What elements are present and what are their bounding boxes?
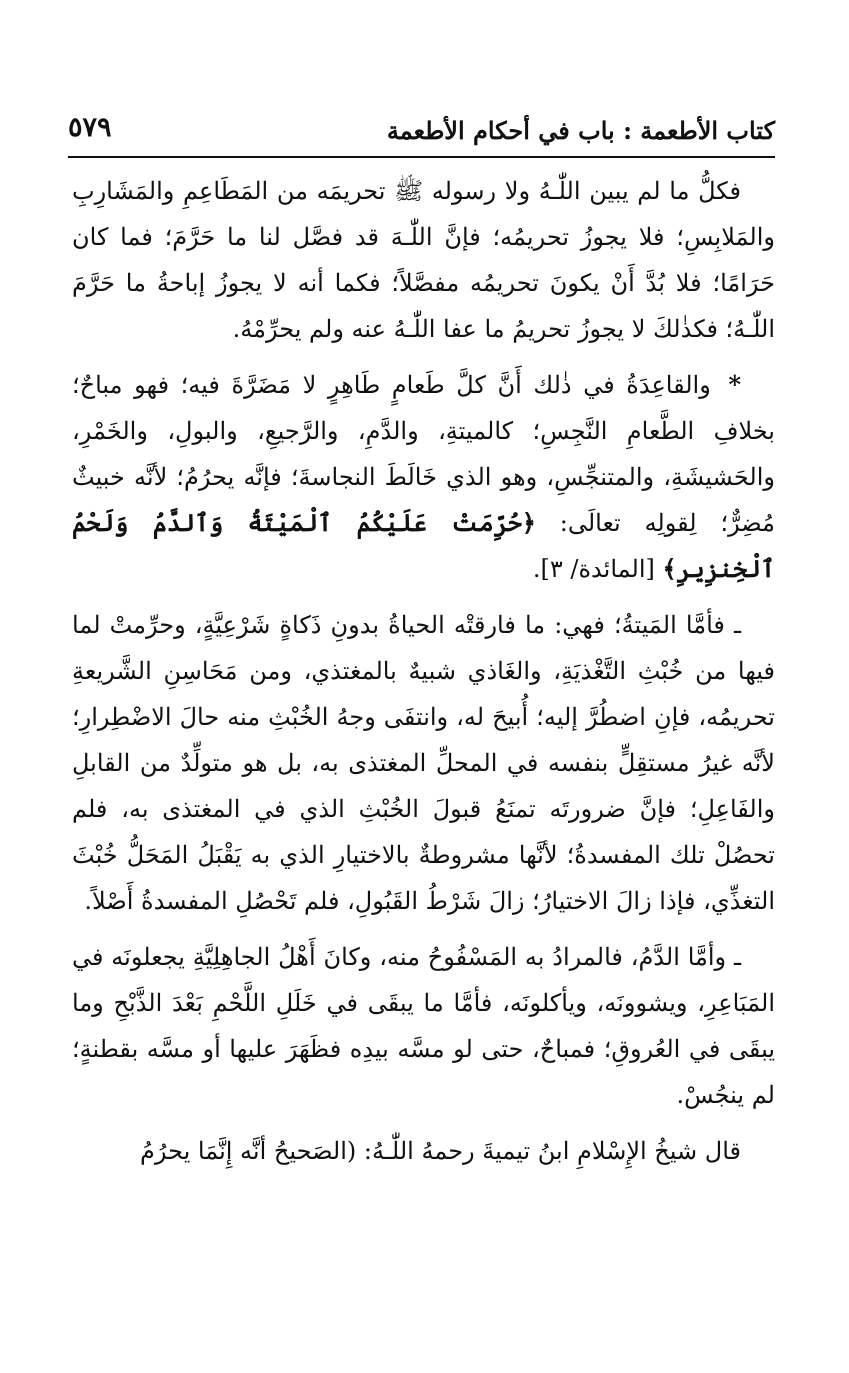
asterisk-marker: * [728, 370, 741, 399]
running-title: كتاب الأطعمة : باب في أحكام الأطعمة [386, 116, 775, 145]
page-number: ٥٧٩ [68, 112, 112, 143]
paragraph-text: ـ وأمَّا الدَّمُ، فالمرادُ به المَسْفُوحُ منه، وكانَ أَهْلُ الجاهِلِيَّةِ يجعلونَه في المَبَاعِرِ، ويشوونَه، ويأكلونَه، فأمَّا ما يبقَى في خَلَلِ اللَّحْمِ بَعْدَ الذَّبْحِ وما يبقَى في العُروقِ؛ فمباحٌ، حتى لو مسَّه بيدِه فظَهَرَ عليها أو مسَّه بقطنةٍ؛ لم ينجُسْ. [72, 943, 775, 1109]
paragraph-text: ـ فأمَّا المَيتةُ؛ فهي: ما فارقتْه الحياةُ بدونِ ذَكاةٍ شَرْعِيَّةٍ، وحرِّمتْ لما فيها من خُبْثِ التَّغْذيَةِ، والغَاذي شبيهٌ بالمغتذي، ومن مَحَاسِنِ الشَّريعةِ تحريمُه، فإنِ اضطُرَّ إليه؛ أُبيحَ له، وانتفَى وجهُ الخُبْثِ منه حالَ الاضْطِرارِ؛ لأنَّه غيرُ مستقِلٍّ بنفسه في المحلِّ المغتذى به، بل هو متولِّدٌ من القابلِ والفَاعِلِ؛ فإنَّ ضرورتَه تمنَعُ قبولَ الخُبْثِ الذي في المغتذى به، فلم تحصُلْ تلك المفسدةُ؛ لأنَّها مشروطةٌ بالاختيارِ الذي به يَقْبَلُ المَحَلُّ خُبْثَ التغذِّي، فإذا زالَ الاختيارُ؛ زالَ شَرْطُ القَبُولِ، فلم تَحْصُلِ المفسدةُ أَصْلاً. [72, 611, 775, 915]
paragraph [72, 934, 775, 1118]
header-divider [68, 156, 775, 158]
paragraph-text: فكلُّ ما لم يبين اللّٰـهُ ولا رسوله ﷺ تحريمَه من المَطَاعِمِ والمَشَارِبِ والمَلابِسِ؛ فلا يجوزُ تحريمُه؛ فإنَّ اللّٰـهَ قد فصَّل لنا ما حَرَّمَ؛ فما كان حَرَامًا؛ فلا بُدَّ أَنْ يكونَ تحريمُه مفصَّلاً؛ فكما أنه لا يجوزُ إباحةُ ما حَرَّمَ اللّٰـهُ؛ فكذٰلكَ لا يجوزُ تحريمُ ما عفا اللّٰـهُ عنه ولم يحرِّمْهُ. [72, 177, 775, 343]
paragraph [72, 602, 775, 924]
main-text [72, 168, 775, 1184]
verse-citation: [المائدة/ ٣]. [532, 555, 655, 583]
paragraph [72, 1128, 775, 1174]
paragraph-text: قال شيخُ الإِسْلامِ ابنُ تيميةَ رحمهُ اللّٰـهُ: (الصَحيحُ أنَّه إِنَّمَا يحرُمُ [139, 1137, 741, 1165]
paragraph-text: والقاعِدَةُ في ذٰلك أَنَّ كلَّ طَعامٍ طَاهِرٍ لا مَضَرَّةَ فيه؛ فهو مباحٌ؛ بخلافِ الطَّعامِ النَّجِسِ؛ كالميتةِ، والدَّمِ، والرَّجيعِ، والبولِ، والخَمْرِ، والحَشيشَةِ، والمتنجِّسِ، وهو الذي خَالَطَ النجاسةَ؛ فإنَّه يحرُمُ؛ لأنَّه خبيثٌ مُضِرٌّ؛ لِقولِه تعالَى: [72, 371, 775, 537]
quran-verse: ﴿حُرِّمَتْ عَلَيْكُمُ ٱلْمَيْتَةُ وَٱلدَّمُ وَلَحْمُ ٱلْخِنزِيرِ﴾ [72, 508, 775, 583]
paragraph [72, 168, 775, 352]
paragraph [72, 362, 775, 592]
page-header [68, 108, 775, 152]
